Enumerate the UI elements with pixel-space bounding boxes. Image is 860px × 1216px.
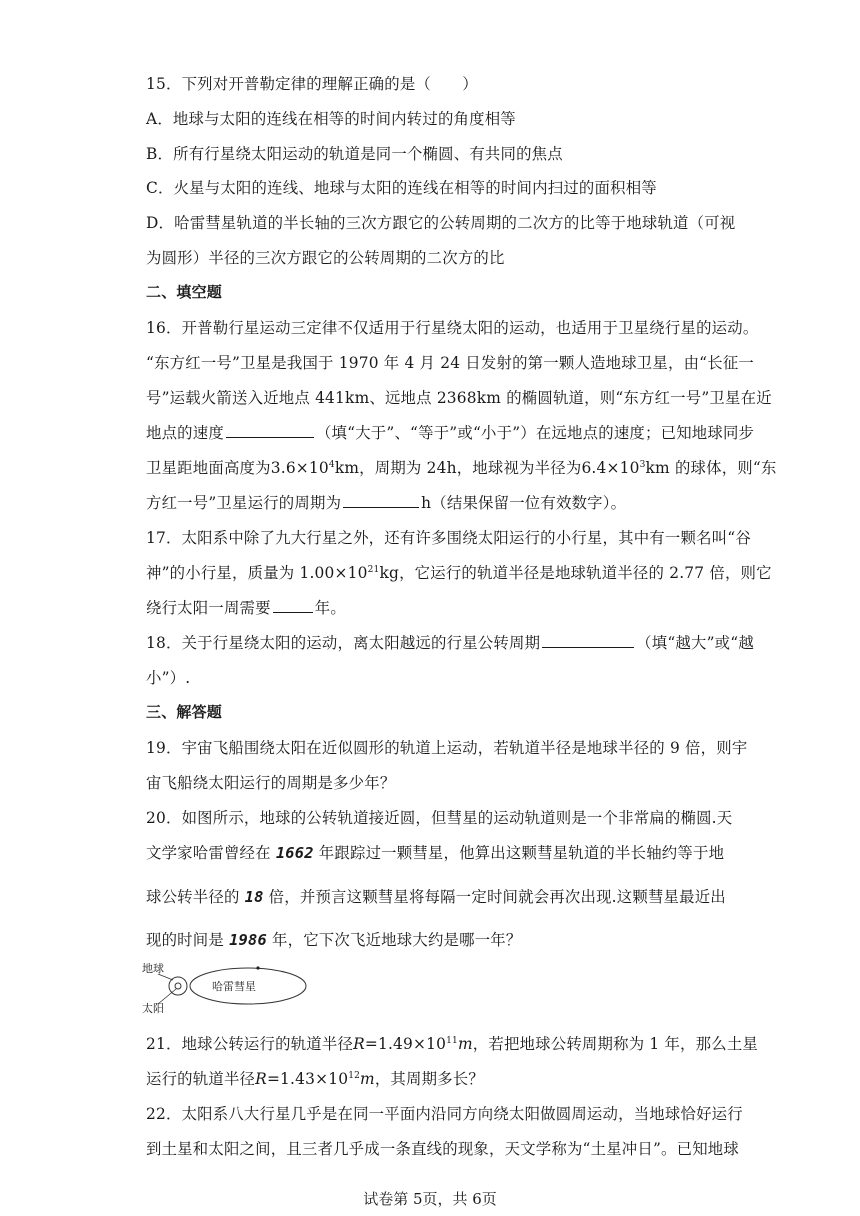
q20-line4 — [146, 928, 724, 950]
q21-saturn-radius-value: =1.43×10 — [266, 1070, 349, 1088]
q20-line2-text-b: 年跟踪过一颗彗星，他算出这颗彗星轨道的半长轴约等于地 — [318, 844, 725, 862]
figure-label-earth: 地球 — [142, 962, 164, 975]
q17-line2-text-a: 神”的小行星，质量为 1.00×10 — [146, 564, 368, 582]
q15-option-c: C．火星与太阳的连线、地球与太阳的连线在相等的时间内扫过的面积相等 — [146, 179, 657, 197]
q20-multiple-18: 18 — [244, 888, 264, 906]
q20-line1: 20．如图所示，地球的公转轨道接近圆，但彗星的运动轨道则是一个非常扁的椭圆.天 — [146, 809, 733, 827]
q15-option-a: A．地球与太阳的连线在相等的时间内转过的角度相等 — [146, 110, 516, 128]
q16-line2: “东方红一号”卫星是我国于 1970 年 4 月 24 日发射的第一颗人造地球卫星，由“长征一 — [146, 354, 755, 372]
q18-line2: 小”）. — [146, 669, 191, 687]
q20-line2 — [146, 841, 724, 863]
q18-answer-blank[interactable] — [542, 633, 634, 648]
q20-line3-text-b: 倍，并预言这颗彗星将每隔一定时间就会再次出现.这颗彗星最近出 — [268, 888, 726, 906]
q17-mass-exponent: 21 — [367, 564, 380, 575]
q16-line1: 16．开普勒行星运动三定律不仅适用于行星绕太阳的运动，也适用于卫星绕行星的运动。 — [146, 319, 759, 337]
q15-stem: 15．下列对开普勒定律的理解正确的是（ ） — [146, 75, 478, 93]
q19-line1: 19．宇宙飞船围绕太阳在近似圆形的轨道上运动，若轨道半径是地球半径的 9 倍，则宇 — [146, 739, 748, 757]
q17-line1: 17．太阳系中除了九大行星之外，还有许多围绕太阳运行的小行星，其中有一颗名叫“谷 — [146, 529, 751, 547]
q16-line5-text-a: 卫星距地面高度为 — [146, 459, 271, 477]
q17-line3-text-a: 绕行太阳一周需要 — [146, 599, 271, 617]
q21-line1 — [146, 1032, 758, 1054]
q20-year-1662: 1662 — [275, 844, 314, 862]
q16-line5-text-c: km 的球体，则“东 — [645, 459, 777, 477]
q16-line4-text-a: 地点的速度 — [146, 424, 224, 442]
q21-line2 — [146, 1067, 724, 1089]
q20-line4-text-b: 年，它下次飞近地球大约是哪一年？ — [272, 931, 522, 949]
q16-answer-blank-2[interactable] — [343, 493, 419, 508]
q19-line2: 宙飞船绕太阳运行的周期是多少年？ — [146, 774, 396, 792]
q16-line5-text-b: km，周期为 24h，地球视为半径为 — [334, 459, 582, 477]
q16-line6 — [146, 491, 724, 513]
figure-label-sun: 太阳 — [142, 1002, 164, 1015]
q17-line3-text-b: 年。 — [314, 599, 346, 617]
q21-line1-text-a: 21．地球公转运行的轨道半径 — [146, 1035, 354, 1053]
q20-line3-text-a: 球公转半径的 — [146, 888, 240, 906]
q20-year-1986: 1986 — [229, 931, 267, 949]
q21-unit-2: m — [360, 1070, 375, 1088]
q21-radius-symbol-1: R — [353, 1035, 365, 1053]
q21-unit-1: m — [457, 1035, 473, 1053]
q17-answer-blank[interactable] — [273, 598, 313, 613]
q18-line1-text-b: （填“越大”或“越 — [636, 634, 754, 652]
q22-line2: 到土星和太阳之间，且三者几乎成一条直线的现象，天文学称为“土星冲日”。已知地球 — [146, 1140, 739, 1158]
q15-option-d-line1: D．哈雷彗星轨道的半长轴的三次方跟它的公转周期的二次方的比等于地球轨道（可视 — [146, 214, 736, 232]
section-heading-fill-blank: 二、填空题 — [146, 283, 223, 301]
q21-line2-text-b: ，其周期多长？ — [374, 1070, 484, 1088]
q21-saturn-radius-exponent: 12 — [348, 1070, 361, 1081]
q21-radius-symbol-2: R — [255, 1070, 267, 1088]
q16-answer-blank-1[interactable] — [226, 423, 314, 438]
q16-height-value: $3.6\times 10^4$ — [270, 459, 335, 477]
q16-line4-text-b: （填“大于”、“等于”或“小于”）在远地点的速度；已知地球同步 — [315, 424, 755, 442]
q20-line3 — [146, 885, 724, 907]
q20-line4-text-a: 现的时间是 — [146, 931, 224, 949]
figure-label-comet: 哈雷彗星 — [212, 980, 256, 993]
q16-line4 — [146, 421, 755, 443]
comet-orbit-figure — [140, 960, 310, 1016]
q16-line6-text-b: h（结果保留一位有效数字）。 — [421, 494, 627, 512]
q18-line1 — [146, 631, 754, 653]
page-footer: 试卷第 5页，共 6页 — [363, 1190, 497, 1208]
q17-line2 — [146, 561, 772, 583]
q17-line2-text-b: kg，它运行的轨道半径是地球轨道半径的 2.77 倍，则它 — [379, 564, 772, 582]
q18-line1-text-a: 18．关于行星绕太阳的运动，离太阳越远的行星公转周期 — [146, 634, 541, 652]
q15-option-b: B．所有行星绕太阳运动的轨道是同一个椭圆、有共同的焦点 — [146, 145, 563, 163]
q21-earth-radius-exponent: 11 — [446, 1035, 458, 1046]
q21-line1-text-b: ，若把地球公转周期称为 1 年，那么土星 — [472, 1035, 758, 1053]
comet-icon — [256, 966, 259, 969]
q17-line3 — [146, 596, 724, 618]
q15-option-d-line2: 为圆形）半径的三次方跟它的公转周期的二次方的比 — [146, 249, 505, 267]
q16-line5 — [146, 456, 777, 478]
q16-line3: 号”运载火箭送入近地点 441km、远地点 2368km 的椭圆轨道，则“东方红一号”卫星在近 — [146, 389, 772, 407]
q21-line2-text-a: 运行的轨道半径 — [146, 1070, 256, 1088]
q16-line6-text-a: 方红一号”卫星运行的周期为 — [146, 494, 342, 512]
q22-line1: 22．太阳系八大行星几乎是在同一平面内沿同方向绕太阳做圆周运动，当地球恰好运行 — [146, 1105, 743, 1123]
q21-earth-radius-value: =1.49×10 — [364, 1035, 447, 1053]
q16-radius-value: $6.4\times 10^3$ — [581, 459, 646, 477]
sun-icon — [175, 983, 181, 989]
q20-line2-text-a: 文学家哈雷曾经在 — [146, 844, 271, 862]
section-heading-solve: 三、解答题 — [146, 703, 223, 721]
